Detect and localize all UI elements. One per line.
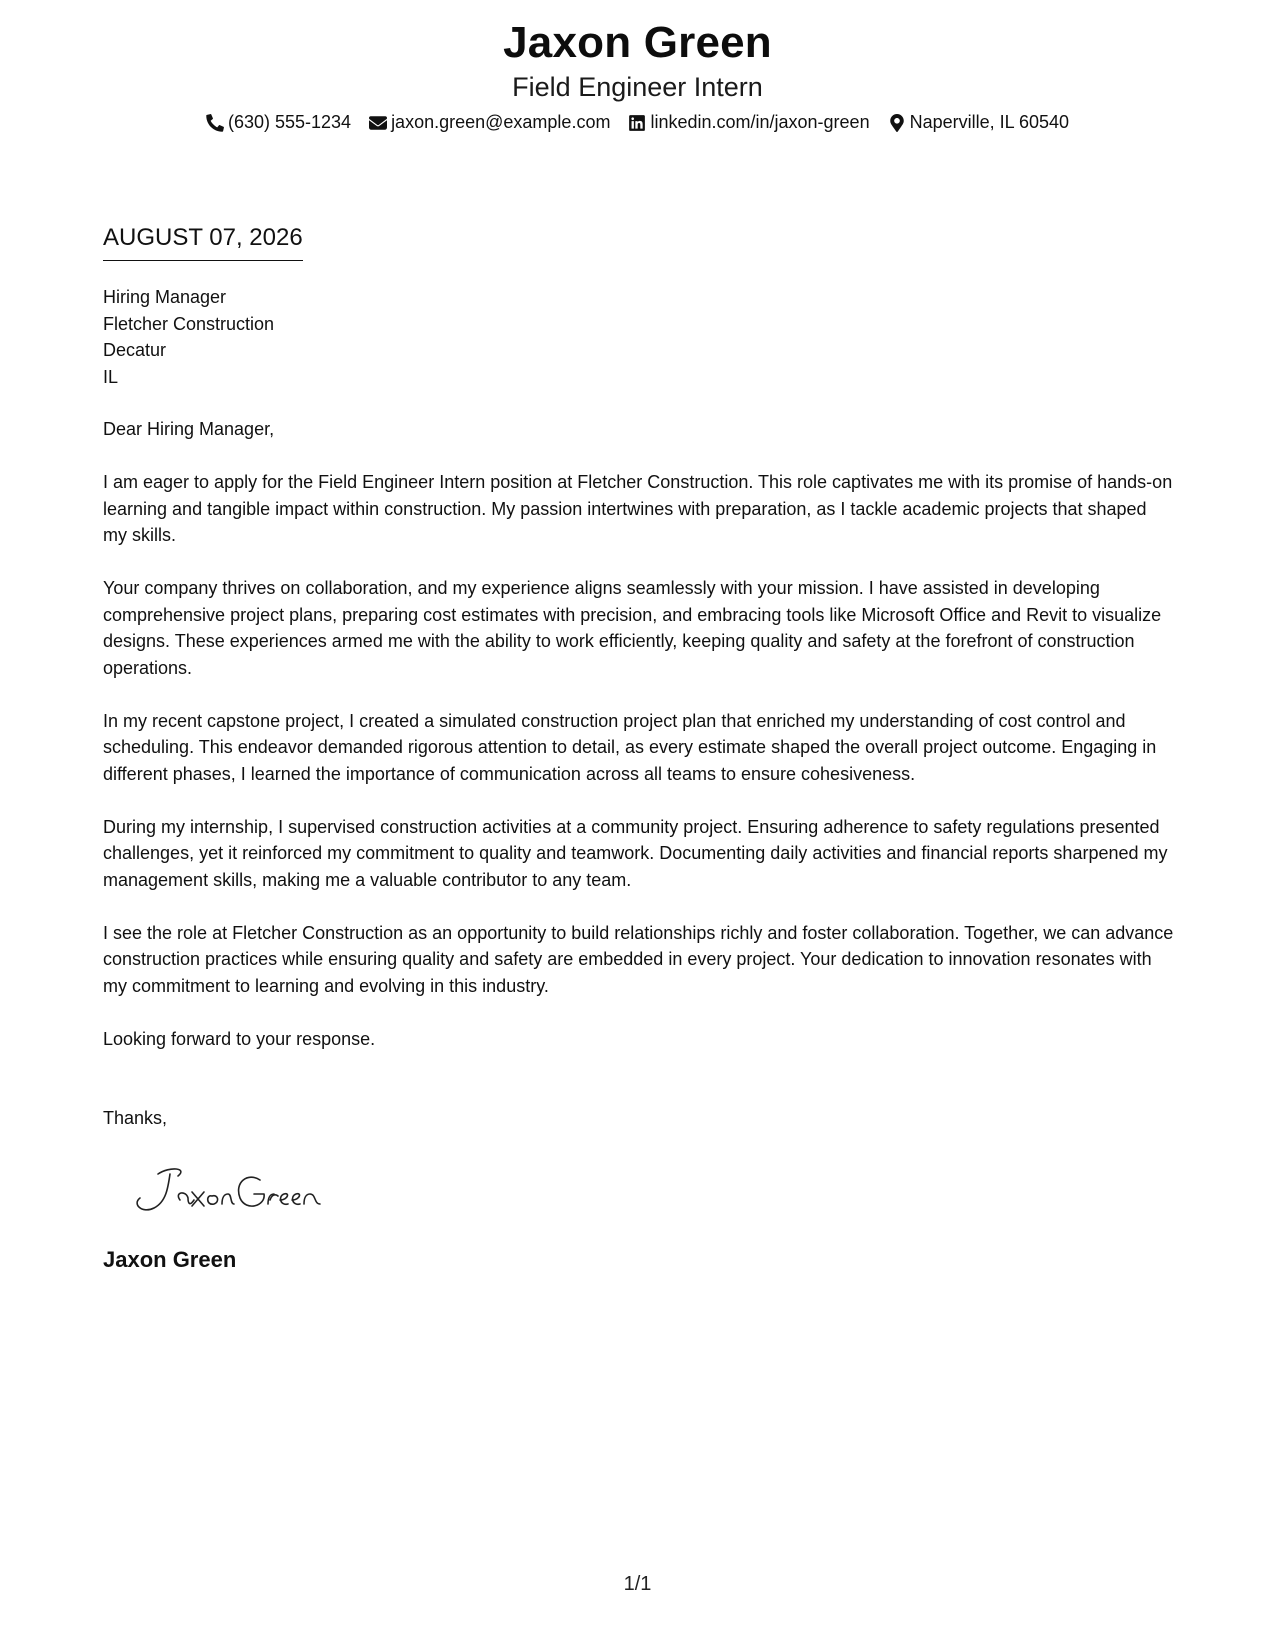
applicant-name: Jaxon Green: [503, 18, 772, 67]
body-paragraph: I am eager to apply for the Field Engineer Intern position at Fletcher Construction. This role captivates me with its promise of hands-on learning and tangible impact within construction. My passion intertwines with preparation, as I tackle academic projects that shaped my skills.: [103, 472, 1173, 545]
recipient-line: Fletcher Construction: [103, 313, 275, 334]
linkedin-icon: [628, 114, 646, 132]
contact-linkedin: [628, 112, 869, 133]
signoff: Thanks,: [103, 1107, 168, 1128]
recipient-line: IL: [103, 366, 119, 387]
contact-phone: [206, 112, 351, 133]
page-number: 1/1: [623, 1573, 652, 1595]
location-text: Naperville, IL 60540: [909, 112, 1070, 132]
linkedin-text: linkedin.com/in/jaxon-green: [650, 112, 870, 132]
envelope-icon: [369, 114, 387, 132]
body-paragraph: During my internship, I supervised construction activities at a community project. Ensuring adherence to safety regulations presented challenges, yet it reinforced my commitment to quality and teamwork. Documenting daily activities and financial reports sharpened my management skills, making me a valuable contributor to any team.: [103, 816, 1168, 890]
signer-name: Jaxon Green: [103, 1247, 237, 1272]
recipient-line: Hiring Manager: [103, 287, 227, 307]
applicant-title: Field Engineer Intern: [512, 72, 763, 102]
body-paragraph: I see the role at Fletcher Construction as an opportunity to build relationships richly and foster collaboration. Together, we can advance construction practices while ensuring quality and safety are embedded in every project. Your dedication to innovation resonates with my commitment to learning and evolving in this industry.: [103, 922, 1174, 996]
recipient-block: [103, 284, 274, 390]
body-paragraph: Your company thrives on collaboration, and my experience aligns seamlessly with your mission. I have assisted in developing comprehensive project plans, preparing cost estimates with precision, and embracing tools like Microsoft Office and Revit to visualize designs. These experiences armed me with the ability to work efficiently, keeping quality and safety at the forefront of construction operations.: [103, 578, 1162, 678]
letter-date: AUGUST 07, 2026: [103, 224, 303, 261]
contact-email: [369, 112, 610, 133]
closing-line: Looking forward to your response.: [103, 1028, 376, 1049]
recipient-line: Decatur: [103, 340, 167, 360]
body-paragraph: In my recent capstone project, I created a simulated construction project plan that enriched my understanding of cost control and scheduling. This endeavor demanded rigorous attention to detail, as every estimate shaped the overall project outcome. Engaging in different phases, I learned the importance of communication across all teams to ensure cohesiveness.: [103, 710, 1157, 784]
salutation: Dear Hiring Manager,: [103, 419, 275, 439]
location-pin-icon: [888, 114, 906, 132]
handwritten-signature: [130, 1160, 350, 1220]
email-text: jaxon.green@example.com: [391, 112, 611, 132]
contact-row: [0, 112, 1275, 133]
phone-text: (630) 555-1234: [227, 112, 352, 132]
letter-body: [103, 416, 1175, 1158]
phone-icon: [206, 114, 224, 132]
contact-location: [888, 112, 1069, 133]
